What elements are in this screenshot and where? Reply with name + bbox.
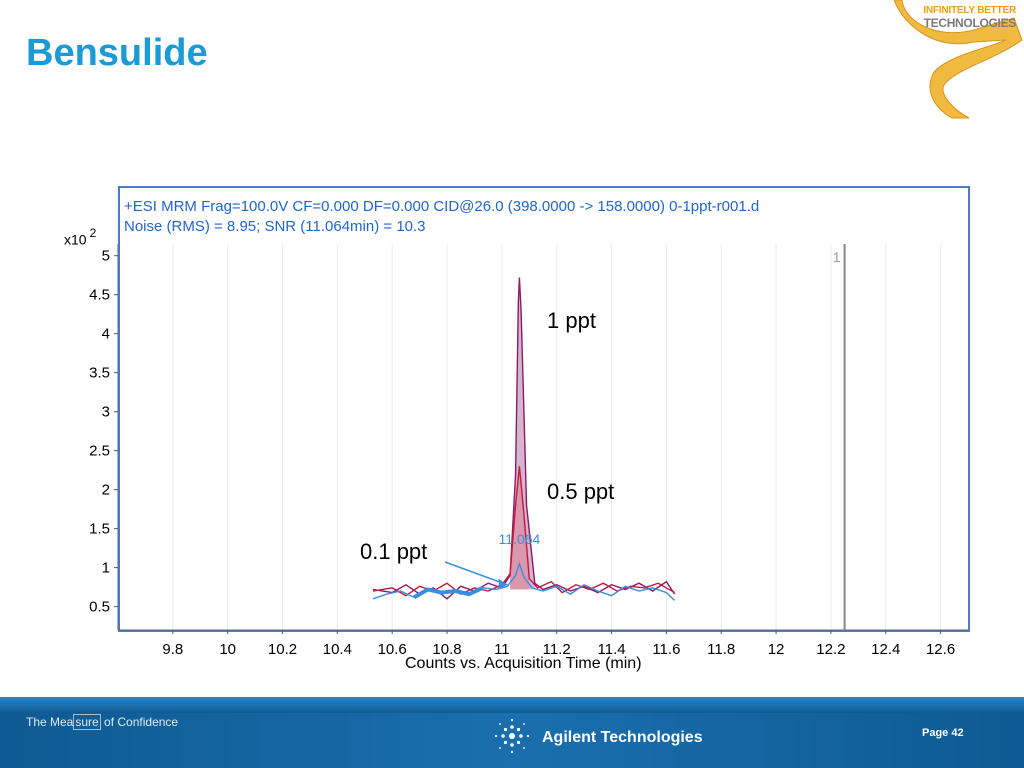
tagline-boxed: sure: [75, 715, 99, 729]
x-tick-label: 10.6: [377, 641, 407, 658]
logo-line2: TECHNOLOGIES: [923, 16, 1016, 30]
x-tick-label: 10: [219, 641, 237, 658]
y-tick-label: 3: [101, 403, 110, 421]
x-tick-label: 11: [494, 641, 510, 658]
company-name: Agilent Technologies: [542, 729, 703, 746]
annotation-1ppt: 1 ppt: [547, 308, 596, 333]
logo-line1: INFINITELY BETTER: [923, 5, 1016, 16]
y-tick-label: 1: [101, 559, 110, 577]
tagline-post: of Confidence: [100, 715, 179, 729]
x-tick-label: 11.4: [597, 641, 626, 658]
x-tick-label: 12.4: [871, 641, 901, 658]
y-tick-label: 2: [101, 481, 110, 499]
x-axis-title: Counts vs. Acquisition Time (min): [405, 655, 642, 672]
x-tick-label: 10.8: [432, 641, 462, 658]
x-tick-label: 10.2: [267, 641, 298, 658]
y-tick-label: 0.5: [89, 598, 110, 616]
y-tick-label: 5: [101, 247, 110, 265]
y-multiplier-exponent: 2: [89, 226, 97, 240]
page-title: Bensulide: [26, 32, 208, 74]
annotation-0-1ppt: 0.1 ppt: [360, 539, 428, 564]
x-tick-label: 11.2: [542, 641, 571, 658]
y-tick-label: 2.5: [89, 442, 110, 460]
y-tick-label: 4: [101, 325, 110, 343]
y-tick-label: 4.5: [89, 286, 110, 304]
x-tick-label: 9.8: [162, 641, 184, 658]
y-tick-label: 1.5: [89, 520, 110, 538]
x-tick-label: 11.8: [707, 641, 736, 658]
annotation-arrow: [445, 562, 507, 585]
agilent-spark-icon: [492, 716, 532, 756]
page-number: Page 42: [922, 727, 964, 739]
y-tick-label: 3.5: [89, 364, 110, 382]
x-tick-label: 10.4: [322, 641, 352, 658]
marker-line-label: 1: [832, 249, 841, 265]
x-tick-label: 11.6: [652, 641, 681, 658]
footer-stripe: [0, 697, 1024, 713]
x-tick-label: 12: [767, 641, 785, 658]
chart-header-line1: +ESI MRM Frag=100.0V CF=0.000 DF=0.000 CID@26.0 (398.0000 -> 158.0000) 0-1ppt-r001.d: [124, 198, 760, 215]
peak-label: 11.064: [498, 531, 541, 548]
x-tick-label: 12.2: [816, 641, 846, 658]
tagline: [26, 715, 178, 729]
y-multiplier-base: x10: [64, 231, 87, 248]
chart-header-line2: Noise (RMS) = 8.95; SNR (11.064min) = 10.3: [124, 218, 426, 235]
x-tick-label: 12.6: [925, 641, 956, 658]
annotation-0-5ppt: 0.5 ppt: [547, 479, 615, 504]
tagline-pre: The Mea: [26, 715, 74, 729]
